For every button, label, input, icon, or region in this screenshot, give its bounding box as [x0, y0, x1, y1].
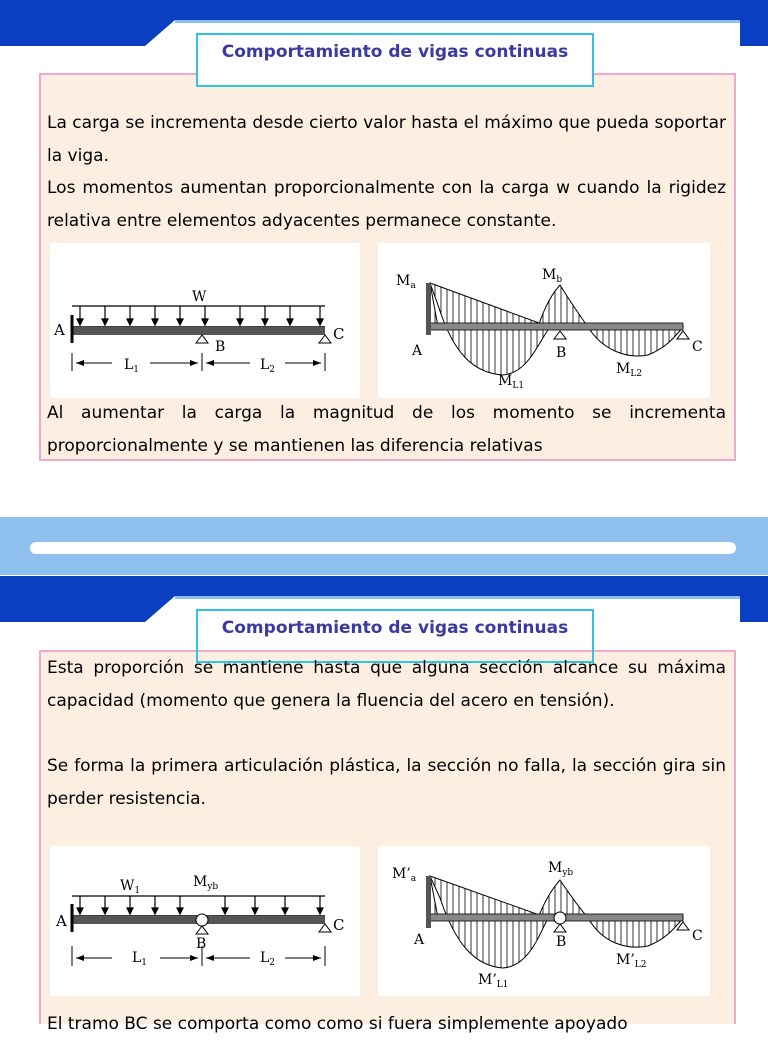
- l2-label: L: [260, 357, 270, 373]
- svg-text:W1: [120, 878, 140, 896]
- l2-label-2: L: [260, 950, 270, 966]
- paragraph-6: El tramo BC se comporta como como si fuera simplemente apoyado: [47, 1014, 628, 1034]
- myb-moment-sub: yb: [562, 868, 574, 878]
- paragraph-3: Al aumentar la carga la magnitud de los momento se incrementa proporcionalmente y se mantienen las diferencia relativas: [47, 403, 726, 456]
- svg-text:Ma: [396, 273, 416, 291]
- w1-label: W: [120, 878, 135, 894]
- ma-sub-2: a: [410, 874, 417, 884]
- moment-c-label: C: [692, 339, 703, 355]
- ml2-sub-2: L2: [634, 960, 647, 970]
- beam-figure-2: [50, 846, 360, 996]
- svg-text:Mb: [542, 267, 562, 285]
- svg-text:M’a: [392, 866, 417, 884]
- svg-text:ML1: [498, 373, 524, 391]
- ml1-sub: L1: [512, 381, 525, 391]
- svg-text:L2: [260, 950, 275, 968]
- moment-b-label-2: B: [556, 934, 567, 950]
- slide-title: Comportamiento de vigas continuas: [196, 33, 594, 87]
- moment-a-label: A: [412, 343, 423, 359]
- ml1-label-2: M’: [478, 972, 497, 988]
- ml2-label-2: M’: [616, 952, 635, 968]
- support-b-label-2: B: [196, 936, 207, 952]
- separator-bar: [30, 542, 736, 554]
- moment-c-label-2: C: [692, 928, 703, 944]
- slide-separator: [0, 517, 768, 575]
- svg-text:Myb: [193, 874, 218, 892]
- paragraph-5: Se forma la primera articulación plástica, la sección no falla, la sección gira sin perder resistencia.: [47, 756, 726, 809]
- svg-text:L1: [124, 357, 139, 375]
- svg-text:M’L1: [478, 972, 509, 990]
- moment-b-label: B: [556, 345, 567, 361]
- support-a-label: A: [54, 321, 65, 339]
- l2-sub-2: 2: [269, 958, 276, 968]
- ma-sub: a: [410, 281, 416, 291]
- slide-title-2: Comportamiento de vigas continuas: [196, 609, 594, 663]
- w1-sub: 1: [134, 886, 141, 896]
- svg-text:ML2: [616, 361, 642, 379]
- myb-moment-label: M: [548, 860, 563, 876]
- svg-text:Myb: [548, 860, 573, 878]
- ml2-label: M: [616, 361, 631, 377]
- moment-a-label-2: A: [414, 932, 425, 948]
- ml1-label: M: [498, 373, 513, 389]
- support-c-label-2: C: [333, 916, 345, 934]
- ma-label-2: M’: [392, 866, 411, 882]
- mb-label: M: [542, 267, 557, 283]
- support-a-label-2: A: [56, 912, 67, 930]
- paragraph-2: Los momentos aumentan proporcionalmente con la carga w cuando la rigidez relativa entre elementos adyacentes permanece constante.: [47, 178, 726, 231]
- paragraph-1: La carga se incrementa desde cierto valor hasta el máximo que pueda soportar la viga.: [47, 113, 726, 166]
- l1-sub: 1: [133, 365, 140, 375]
- ml2-sub: L2: [630, 369, 643, 379]
- moment-figure: [378, 243, 710, 398]
- paragraph-4: Esta proporción se mantiene hasta que alguna sección alcance su máxima capacidad (momento que genera la fluencia del acero en tensión).: [47, 658, 726, 711]
- mb-sub: b: [556, 275, 563, 285]
- svg-text:L2: [260, 357, 275, 375]
- ml1-sub-2: L1: [496, 980, 509, 990]
- myb-sub: yb: [207, 882, 219, 892]
- beam-diagram-2: [50, 846, 360, 996]
- svg-text:M’L2: [616, 952, 647, 970]
- l1-label-2: L: [132, 950, 142, 966]
- moment-figure-2: [378, 846, 710, 996]
- myb-label: M: [193, 874, 208, 890]
- l2-sub: 2: [269, 365, 276, 375]
- load-label: W: [192, 289, 207, 305]
- support-b-label: B: [215, 339, 226, 355]
- support-c-label: C: [333, 325, 345, 343]
- l1-label: L: [124, 357, 134, 373]
- beam-figure: [50, 243, 360, 398]
- svg-text:L1: [132, 950, 147, 968]
- ma-label: M: [396, 273, 411, 289]
- moment-diagram-2: [378, 846, 710, 996]
- moment-diagram: [378, 243, 710, 398]
- l1-sub-2: 1: [141, 958, 148, 968]
- beam-diagram: [50, 243, 360, 398]
